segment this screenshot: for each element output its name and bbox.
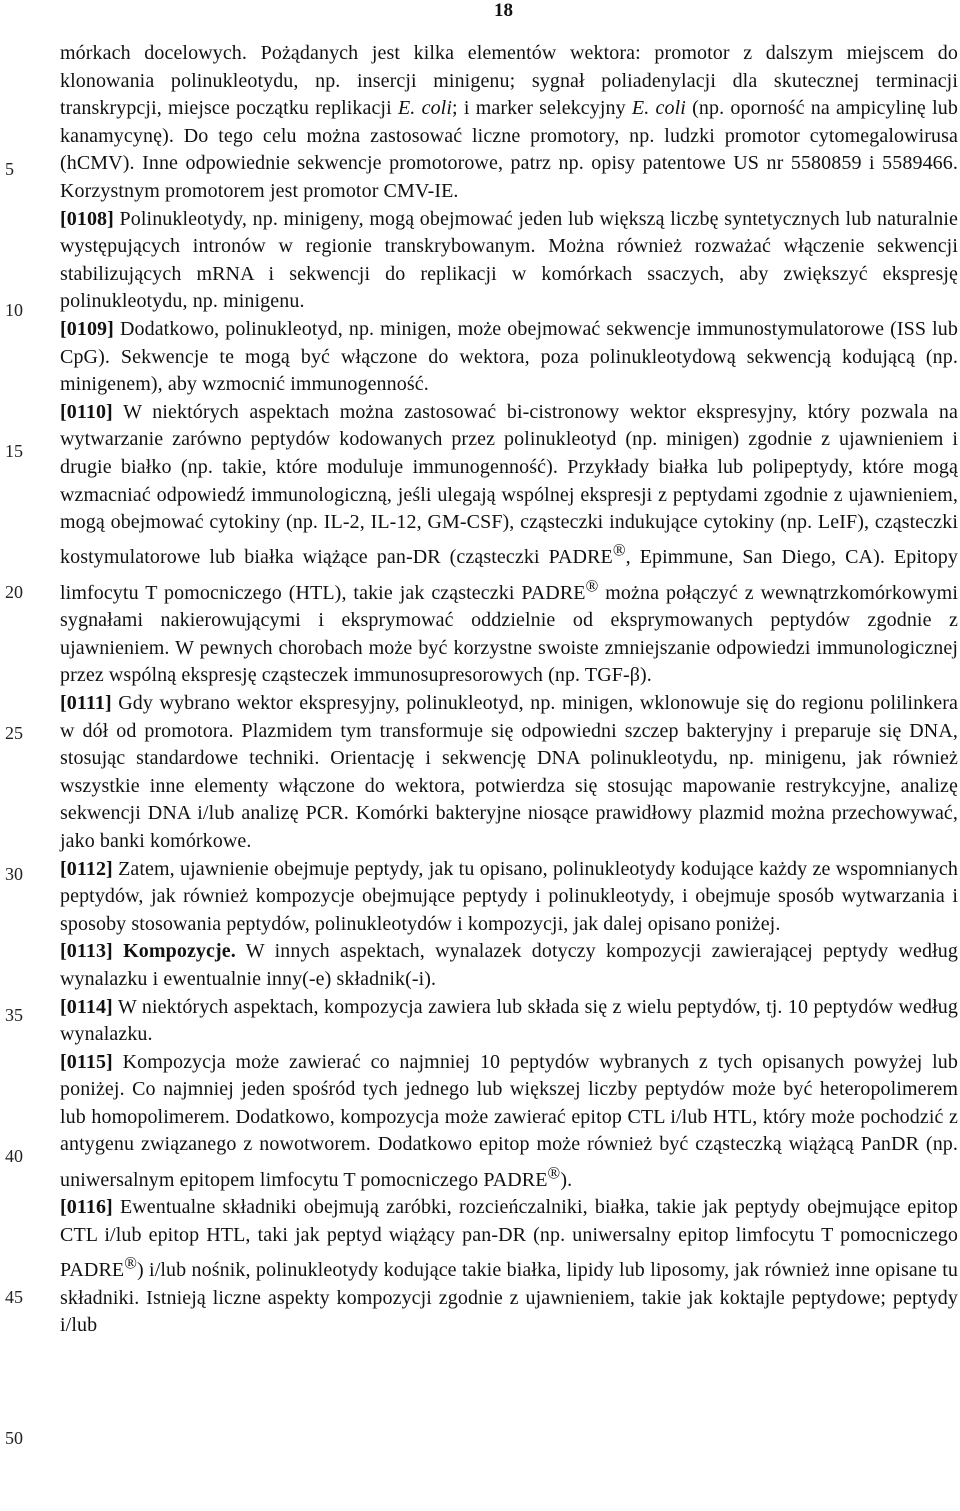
line-number: 25 <box>5 723 23 743</box>
document-body <box>60 40 958 1340</box>
paragraph-0109: [0109] Dodatkowo, polinukleotyd, np. minigen, może obejmować sekwencje immunostymulatorowe (ISS lub CpG). Sekwencje te mogą być włączone do wektora, poza polinukleotydową sekwencją kodującą (np. minigenem), aby wzmocnić immunogenność. <box>60 317 958 396</box>
line-number: 20 <box>5 582 23 602</box>
paragraph-0113: [0113] Kompozycje. W innych aspektach, wynalazek dotyczy kompozycji zawierającej peptydy według wynalazku i ewentualnie inny(-e) składnik(-i). <box>60 940 958 990</box>
paragraph-0115: [0115] Kompozycja może zawierać co najmniej 10 peptydów wybranych z tych opisanych powyżej lub poniżej. Co najmniej jeden spośród tych jednego lub większej liczby peptydów może być heteropolimerem lub homopolimerem. Dodatkowo, kompozycja może zawierać epitop CTL i/lub HTL, który może pochodzić z antygenu związanego z nowotworem. Dodatkowo epitop może również być cząsteczką wiążącą PanDR (np. uniwersalnym epitopem limfocytu T pomocniczego PADRE®). <box>60 1050 958 1191</box>
paragraph-0108: [0108] Polinukleotydy, np. minigeny, mogą obejmować jeden lub większą liczbę syntetycznych lub naturalnie występujących intronów w regionie transkrybowanym. Można również rozważać włączenie sekwencji stabilizujących mRNA i sekwencji do replikacji w komórkach ssaczych, aby zwiększyć ekspresję polinukleotydu, np. minigenu. <box>60 207 958 313</box>
line-number: 30 <box>5 864 23 884</box>
line-number: 50 <box>5 1428 23 1448</box>
paragraph-0116: [0116] Ewentualne składniki obejmują zaróbki, rozcieńczalniki, białka, takie jak peptydy obejmujące epitop CTL i/lub epitop HTL, taki jak peptyd wiążący pan-DR (np. uniwersalny epitop limfocytu T pomocniczego PADRE®) i/lub nośnik, polinukleotydy kodujące takie białka, lipidy lub liposomy, jak również inne opisane tu składniki. Istnieją liczne aspekty kompozycji zgodnie z ujawnieniem, takie jak koktajle peptydowe; peptydy i/lub <box>60 1196 958 1337</box>
paragraph: mórkach docelowych. Pożądanych jest kilka elementów wektora: promotor z dalszym miejscem do klonowania polinukleotydu, np. insercji minigenu; sygnał poliadenylacji dla skutecznej terminacji transkrypcji, miejsce początku replikacji E. coli; i marker selekcyjny E. coli (np. oporność na ampicylinę lub kanamycynę). Do tego celu można zastosować liczne promotory, np. ludzki promotor cytomegalowirusa (hCMV). Inne odpowiednie sekwencje promotorowe, patrz np. opisy patentowe US nr 5580859 i 5589466. Korzystnym promotorem jest promotor CMV-IE. <box>60 42 958 202</box>
line-number: 5 <box>5 159 14 179</box>
paragraph-0114: [0114] W niektórych aspektach, kompozycja zawiera lub składa się z wielu peptydów, tj. 10 peptydów według wynalazku. <box>60 995 958 1046</box>
line-number: 35 <box>5 1005 23 1025</box>
line-number: 15 <box>5 441 23 461</box>
page-number: 18 <box>494 0 513 21</box>
paragraph-0111: [0111] Gdy wybrano wektor ekspresyjny, polinukleotyd, np. minigen, wklonowuje się do regionu polilinkera w dół od promotora. Plazmidem tym transformuje się odpowiedni szczep bakteryjny i preparuje się DNA, stosując standardowe techniki. Orientację i sekwencję DNA polinukleotydu, np. minigenu, jak również wszystkie inne elementy włączone do wektora, potwierdza się stosując mapowanie restrykcyjne, analizę sekwencji DNA i/lub analizę PCR. Komórki bakteryjne niosące prawidłowy plazmid można przechowywać, jako banki komórkowe. <box>60 691 958 852</box>
line-number: 40 <box>5 1146 23 1166</box>
line-number: 45 <box>5 1287 23 1307</box>
paragraph-0112: [0112] Zatem, ujawnienie obejmuje peptydy, jak tu opisano, polinukleotydy kodujące każdy ze wspomnianych peptydów, jak również kompozycje obejmujące peptydy i polinukleotydy, i obejmuje sposób wytwarzania i sposoby stosowania peptydów, polinukleotydów i kompozycji, jak dalej opisano poniżej. <box>60 857 958 935</box>
paragraph-0110: [0110] W niektórych aspektach można zastosować bi-cistronowy wektor ekspresyjny, który pozwala na wytwarzanie zarówno peptydów kodowanych przez polinukleotyd (np. minigen) zgodnie z ujawnieniem i drugie białko (np. takie, które moduluje immunogenność). Przykłady białka lub polipeptydy, które mogą wzmacniać odpowiedź immunologiczną, jeśli ulegają wspólnej ekspresji z peptydami zgodnie z ujawnieniem, mogą obejmować cytokiny (np. IL-2, IL-12, GM-CSF), cząsteczki indukujące cytokiny (np. LeIF), cząsteczki kostymulatorowe lub białka wiążące pan-DR (cząsteczki PADRE®, Epimmune, San Diego, CA). Epitopy limfocytu T pomocniczego (HTL), takie jak cząsteczki PADRE® można połączyć z wewnątrzkomórkowymi sygnałami nakierowującymi i eksprymować oddzielnie od eksprymowanych peptydów zgodnie z ujawnieniem. W pewnych chorobach może być korzystne swoiste zmniejszanie odpowiedzi immunologicznej przez wspólną ekspresję cząsteczek immunosupresorowych (np. TGF-β). <box>60 400 958 687</box>
line-number-margin <box>0 0 45 1511</box>
line-number: 10 <box>5 300 23 320</box>
